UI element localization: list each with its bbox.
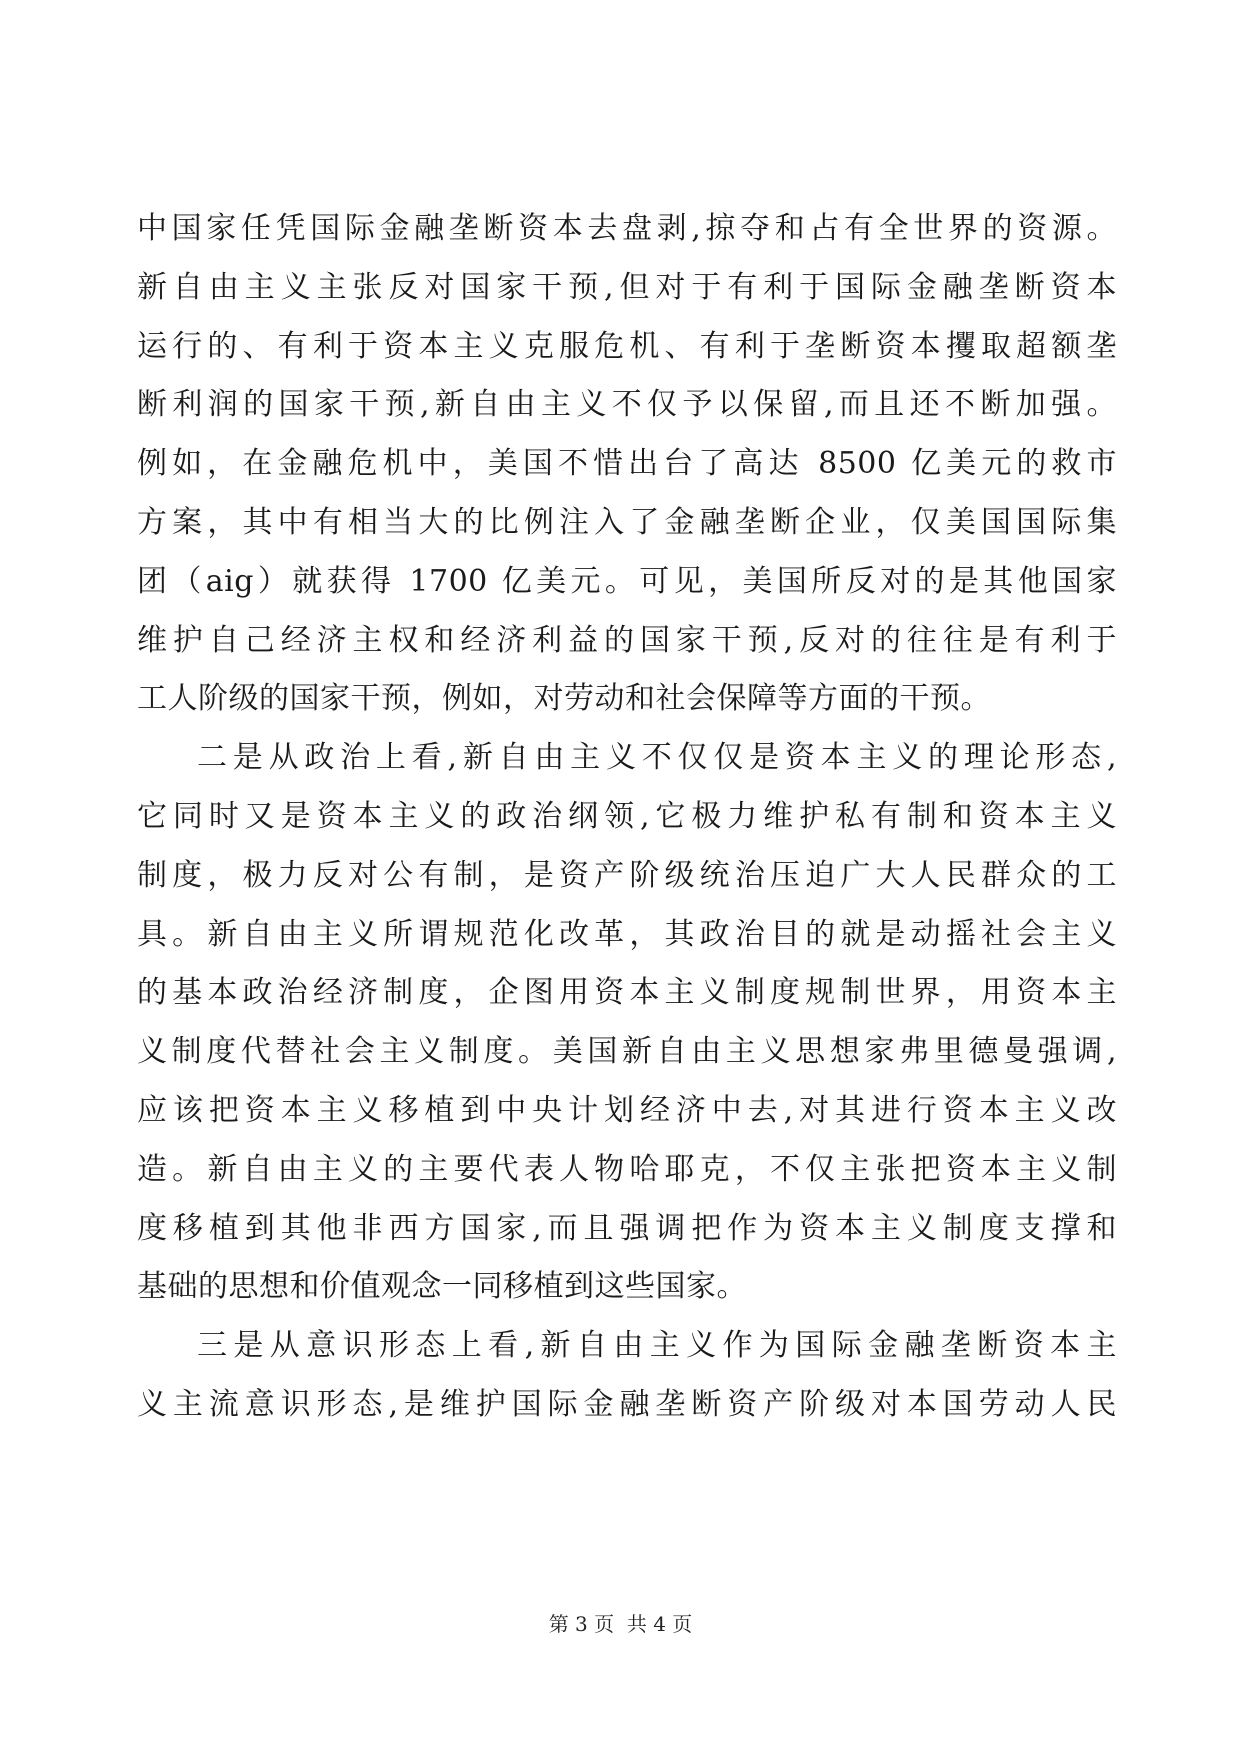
text-line: 例如，在金融危机中，美国不惜出台了高达 8500 亿美元的救市	[137, 446, 1117, 482]
text-line: 具。新自由主义所谓规范化改革，其政治目的就是动摇社会主义	[137, 916, 1117, 952]
text-line: 应该把资本主义移植到中央计划经济中去,对其进行资本主义改	[137, 1092, 1117, 1128]
text-line: 工人阶级的国家干预，例如，对劳动和社会保障等方面的干预。	[137, 681, 991, 717]
paragraph-first-line: 二是从政治上看,新自由主义不仅仅是资本主义的理论形态,	[197, 740, 1117, 776]
text-line: 它同时又是资本主义的政治纲领,它极力维护私有制和资本主义	[137, 798, 1117, 834]
text-line: 运行的、有利于资本主义克服危机、有利于垄断资本攫取超额垄	[137, 328, 1117, 364]
text-line: 的基本政治经济制度，企图用资本主义制度规制世界，用资本主	[137, 975, 1117, 1011]
text-line: 方案，其中有相当大的比例注入了金融垄断企业，仅美国国际集	[137, 504, 1117, 540]
text-line: 中国家任凭国际金融垄断资本去盘剥,掠夺和占有全世界的资源。	[137, 211, 1117, 246]
body-text	[137, 200, 1117, 1435]
text-line: 制度，极力反对公有制，是资产阶级统治压迫广大人民群众的工	[137, 857, 1117, 893]
text-line: 新自由主义主张反对国家干预,但对于有利于国际金融垄断资本	[137, 269, 1117, 305]
text-line: 义制度代替社会主义制度。美国新自由主义思想家弗里德曼强调,	[137, 1034, 1117, 1070]
text-line: 团（aig）就获得 1700 亿美元。可见，美国所反对的是其他国家	[137, 563, 1117, 599]
text-line: 断利润的国家干预,新自由主义不仅予以保留,而且还不断加强。	[137, 387, 1117, 423]
text-line: 度移植到其他非西方国家,而且强调把作为资本主义制度支撑和	[137, 1210, 1117, 1246]
page-footer	[0, 1608, 1241, 1637]
paragraph-first-line: 三是从意识形态上看,新自由主义作为国际金融垄断资本主	[197, 1328, 1117, 1364]
text-line: 维护自己经济主权和经济利益的国家干预,反对的往往是有利于	[137, 622, 1117, 658]
text-line: 造。新自由主义的主要代表人物哈耶克，不仅主张把资本主义制	[137, 1151, 1117, 1187]
text-line: 义主流意识形态,是维护国际金融垄断资产阶级对本国劳动人民	[137, 1386, 1117, 1422]
page-number-label: 第 3 页 共 4 页	[548, 1612, 693, 1636]
text-line: 基础的思想和价值观念一同移植到这些国家。	[137, 1269, 747, 1305]
